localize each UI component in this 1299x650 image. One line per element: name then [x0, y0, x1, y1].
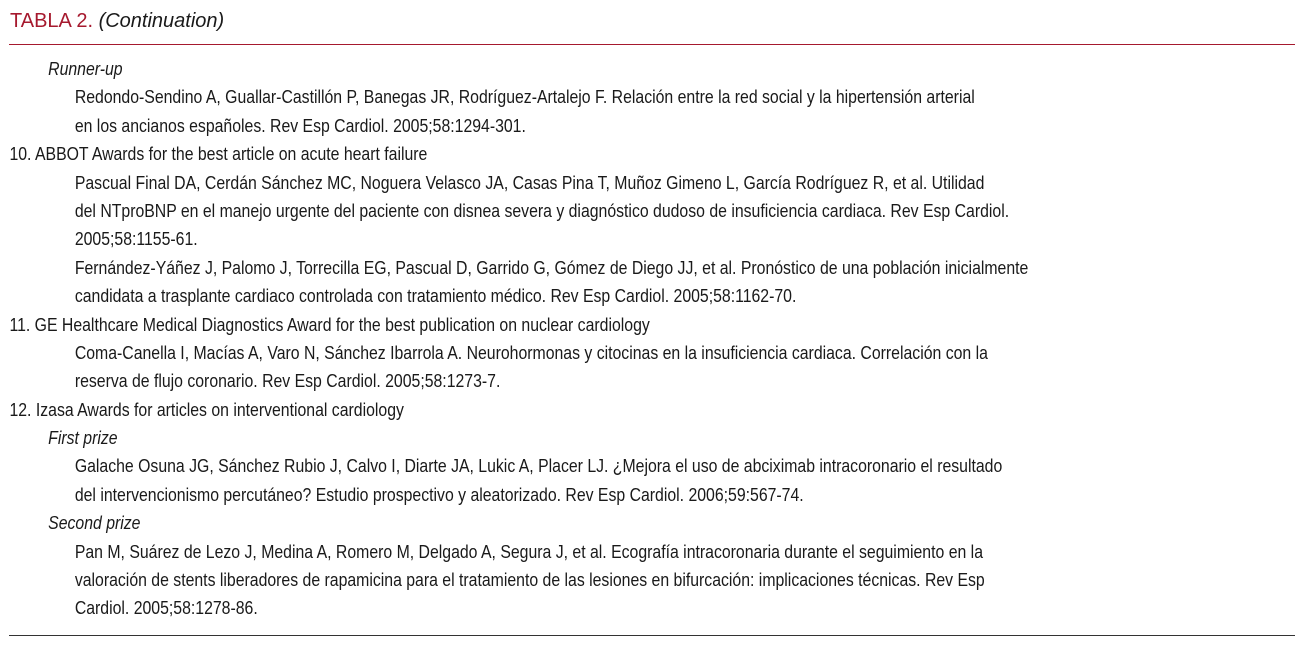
citation-line: Redondo-Sendino A, Guallar-Castillón P, Banegas JR, Rodríguez-Artalejo F. Relación entre la red social y la hipertensión arterial: [74, 86, 975, 108]
bottom-rule: [9, 635, 1295, 636]
citation-line: del NTproBNP en el manejo urgente del paciente con disnea severa y diagnóstico dudoso de insuficiencia cardiaca. Rev Esp Cardiol.: [74, 199, 1010, 221]
prize-label: Runner-up: [48, 58, 123, 79]
citation-line: Cardiol. 2005;58:1278-86.: [74, 597, 258, 619]
table-body: [0, 55, 1299, 623]
award-category: 12. Izasa Awards for articles on interventional cardiology: [9, 398, 404, 420]
citation-line: candidata a trasplante cardiaco controlada con tratamiento médico. Rev Esp Cardiol. 2005;58:1162-70.: [74, 285, 797, 307]
award-category: 11. GE Healthcare Medical Diagnostics Award for the best publication on nuclear cardiology: [9, 313, 650, 335]
citation-line: Fernández-Yáñez J, Palomo J, Torrecilla EG, Pascual D, Garrido G, Gómez de Diego JJ, et al. Pronóstico de una población inicialmente: [74, 256, 1029, 278]
citation-line: Pan M, Suárez de Lezo J, Medina A, Romero M, Delgado A, Segura J, et al. Ecografía intracoronaria durante el seguimiento en la: [74, 540, 983, 562]
prize-label: First prize: [48, 427, 118, 449]
table-subtitle: (Continuation): [98, 10, 225, 32]
citation-line: del intervencionismo percutáneo? Estudio prospectivo y aleatorizado. Rev Esp Cardiol. 2006;59:567-74.: [74, 483, 804, 505]
citation-line: en los ancianos españoles. Rev Esp Cardiol. 2005;58:1294-301.: [74, 114, 526, 136]
citation-line: valoración de stents liberadores de rapamicina para el tratamiento de las lesiones en bifurcación: implicaciones técnicas. Rev Esp: [74, 569, 985, 591]
table-title: [10, 8, 224, 34]
prize-label: Second prize: [48, 512, 141, 534]
citation-line: 2005;58:1155-61.: [74, 228, 198, 250]
award-category: 10. ABBOT Awards for the best article on acute heart failure: [9, 143, 428, 165]
citation-line: reserva de flujo coronario. Rev Esp Cardiol. 2005;58:1273-7.: [74, 370, 501, 392]
citation-line: Coma-Canella I, Macías A, Varo N, Sánchez Ibarrola A. Neurohormonas y citocinas en la insuficiencia cardiaca. Correlación con la: [74, 341, 988, 363]
table-label: TABLA 2.: [10, 10, 94, 32]
citation-line: Pascual Final DA, Cerdán Sánchez MC, Noguera Velasco JA, Casas Pina T, Muñoz Gimeno L, García Rodríguez R, et al. Utilidad: [74, 171, 985, 193]
citation-line: Galache Osuna JG, Sánchez Rubio J, Calvo I, Diarte JA, Lukic A, Placer LJ. ¿Mejora el uso de abciximab intracoronario el resultado: [74, 455, 1003, 477]
top-rule: [9, 44, 1295, 45]
